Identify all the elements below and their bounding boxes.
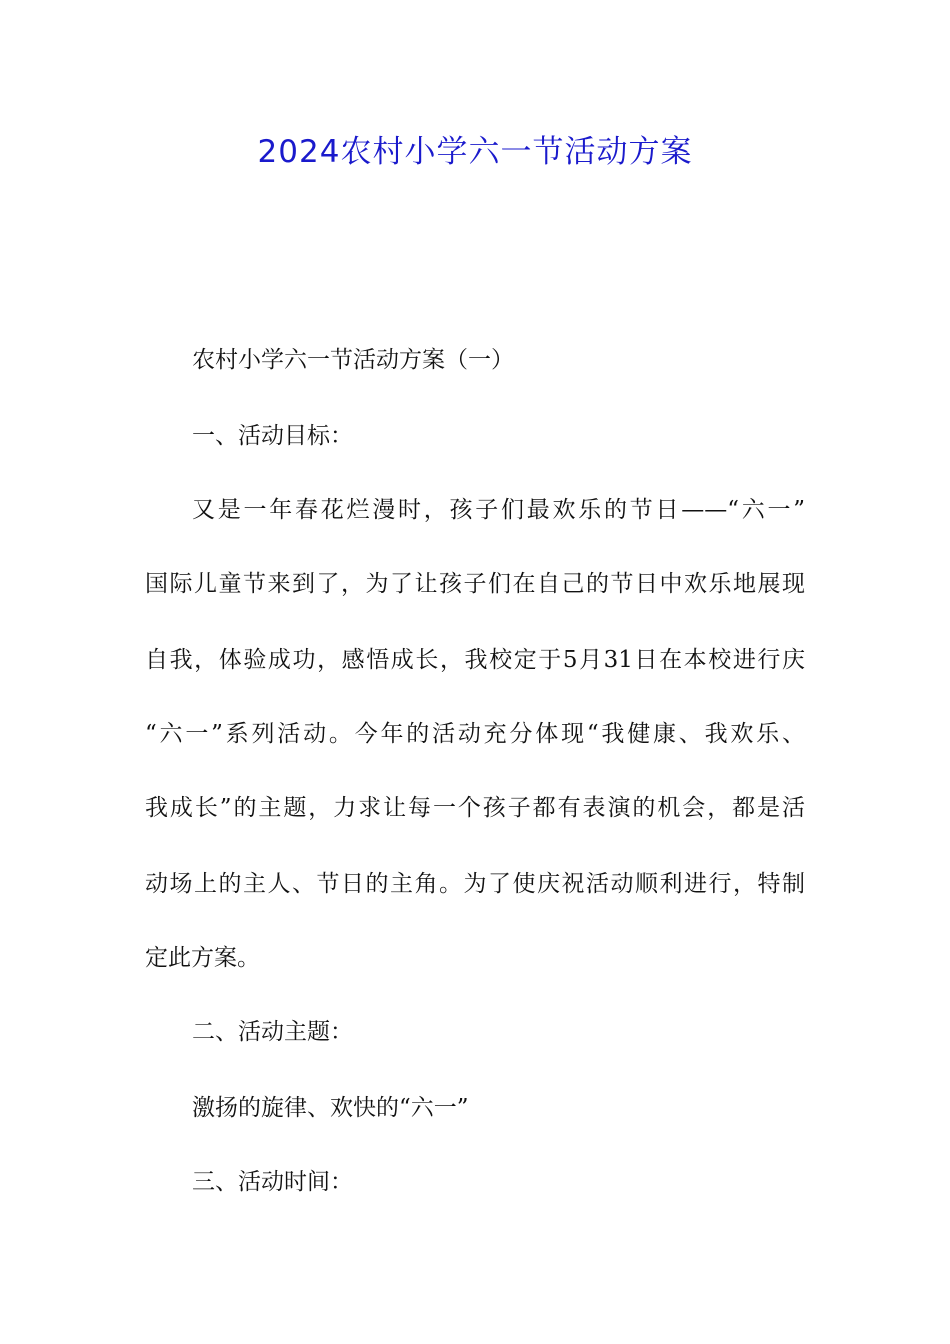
theme-text: 激扬的旋律、欢快的“六一” xyxy=(192,1095,469,1121)
document-title: 2024农村小学六一节活动方案 xyxy=(257,134,693,170)
section-heading-goals: 一、活动目标： xyxy=(192,423,353,449)
section-heading-time: 三、活动时间： xyxy=(192,1169,353,1195)
section-heading-theme: 二、活动主题： xyxy=(192,1019,353,1045)
paragraph-line: 我成长”的主题，力求让每一个孩子都有表演的机会，都是活 xyxy=(145,795,805,821)
paragraph-line: 自我，体验成功，感悟成长，我校定于5月31日在本校进行庆 xyxy=(145,647,805,673)
paragraph-line: “六一”系列活动。今年的活动充分体现“我健康、我欢乐、 xyxy=(145,721,805,747)
paragraph-line: 又是一年春花烂漫时，孩子们最欢乐的节日——“六一” xyxy=(192,497,805,523)
paragraph-line: 动场上的主人、节日的主角。为了使庆祝活动顺利进行，特制 xyxy=(145,871,805,897)
paragraph-line: 定此方案。 xyxy=(145,945,260,971)
document-subtitle: 农村小学六一节活动方案（一） xyxy=(192,347,514,373)
paragraph-line: 国际儿童节来到了，为了让孩子们在自己的节日中欢乐地展现 xyxy=(145,571,805,597)
